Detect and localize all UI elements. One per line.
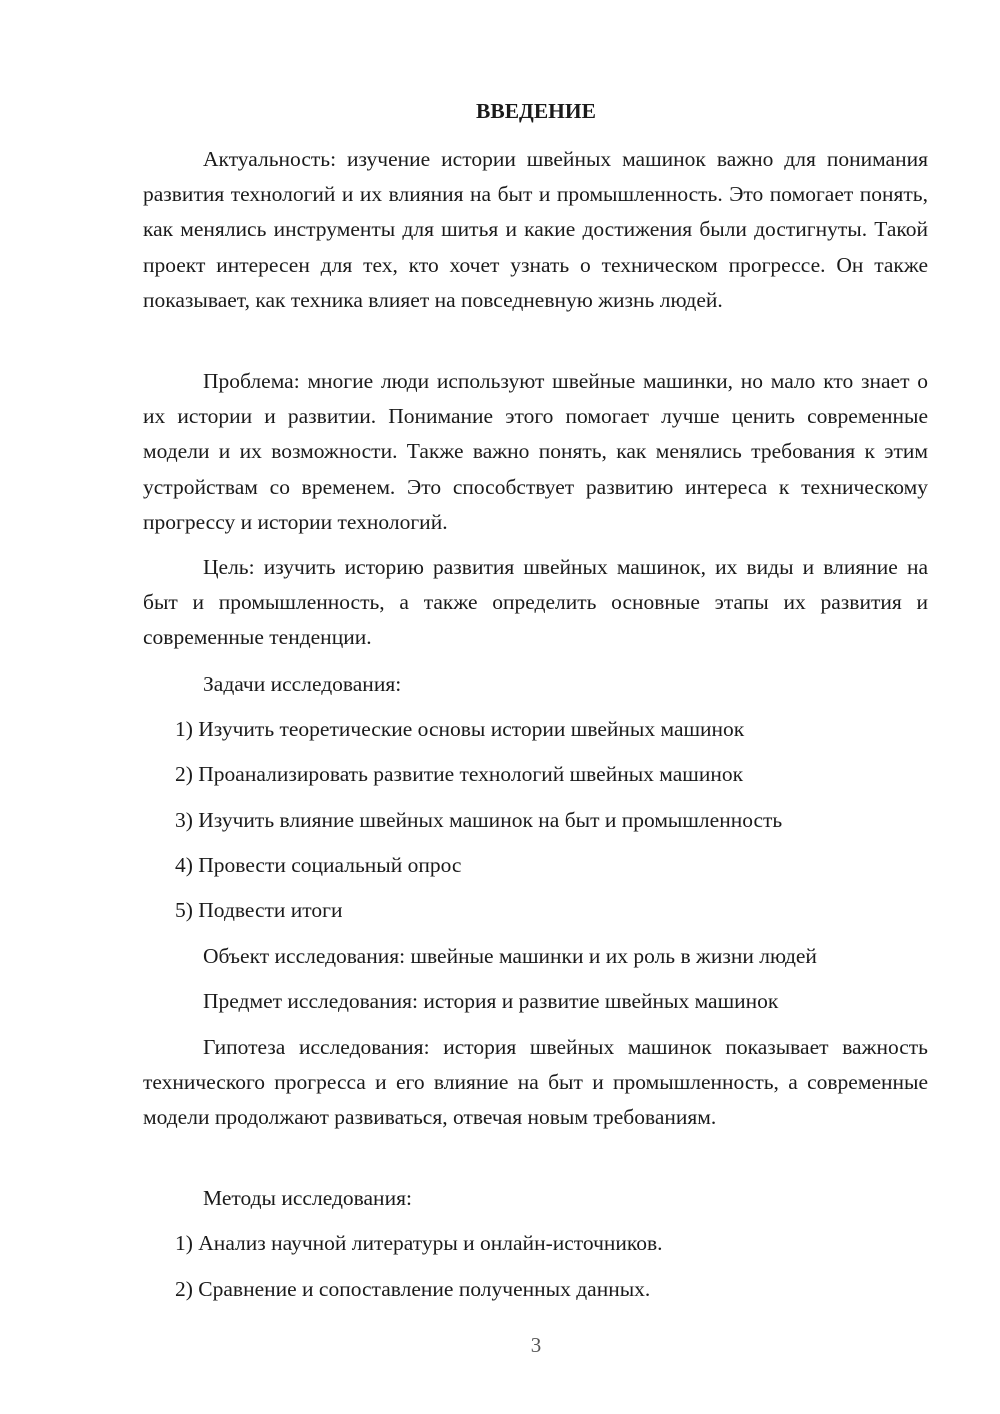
research-subject: Предмет исследования: история и развитие швейных машинок [203,989,779,1013]
paragraph-goal: Цель: изучить историю развития швейных машинок, их виды и влияние на быт и промышленность, а также определить основные этапы их развития и современные тенденции. [143,555,928,650]
paragraph-relevance: Актуальность: изучение истории швейных машинок важно для понимания развития технологий и их влияния на быт и промышленность. Это помогает понять, как менялись инструменты для шитья и какие достижения были достигнуты. Такой проект интересен для тех, кто хочет узнать о техническом прогрессе. Он также показывает, как техника влияет на повседневную жизнь людей. [143,147,928,312]
task-item-4: 4) Провести социальный опрос [175,853,462,877]
task-item-3: 3) Изучить влияние швейных машинок на быт и промышленность [175,808,783,832]
method-item-1: 1) Анализ научной литературы и онлайн-источников. [175,1231,663,1255]
paragraph-problem: Проблема: многие люди используют швейные машинки, но мало кто знает о их истории и развитии. Понимание этого помогает лучше ценить современные модели и их возможности. Также важно понять, как менялись требования к этим устройствам со временем. Это способствует развитию интереса к техническому прогрессу и истории технологий. [143,369,928,534]
page-title: ВВЕДЕНИЕ [476,99,596,123]
task-item-1: 1) Изучить теоретические основы истории швейных машинок [175,717,745,741]
task-item-2: 2) Проанализировать развитие технологий швейных машинок [175,762,744,786]
method-item-2: 2) Сравнение и сопоставление полученных данных. [175,1277,651,1301]
page-number: 3 [530,1333,542,1357]
task-item-5: 5) Подвести итоги [175,898,343,922]
methods-heading: Методы исследования: [203,1186,412,1210]
tasks-heading: Задачи исследования: [203,672,402,696]
paragraph-hypothesis: Гипотеза исследования: история швейных машинок показывает важность технического прогресса и его влияние на быт и промышленность, а современные модели продолжают развиваться, отвечая новым требованиям. [143,1035,928,1130]
research-object: Объект исследования: швейные машинки и их роль в жизни людей [203,944,817,968]
